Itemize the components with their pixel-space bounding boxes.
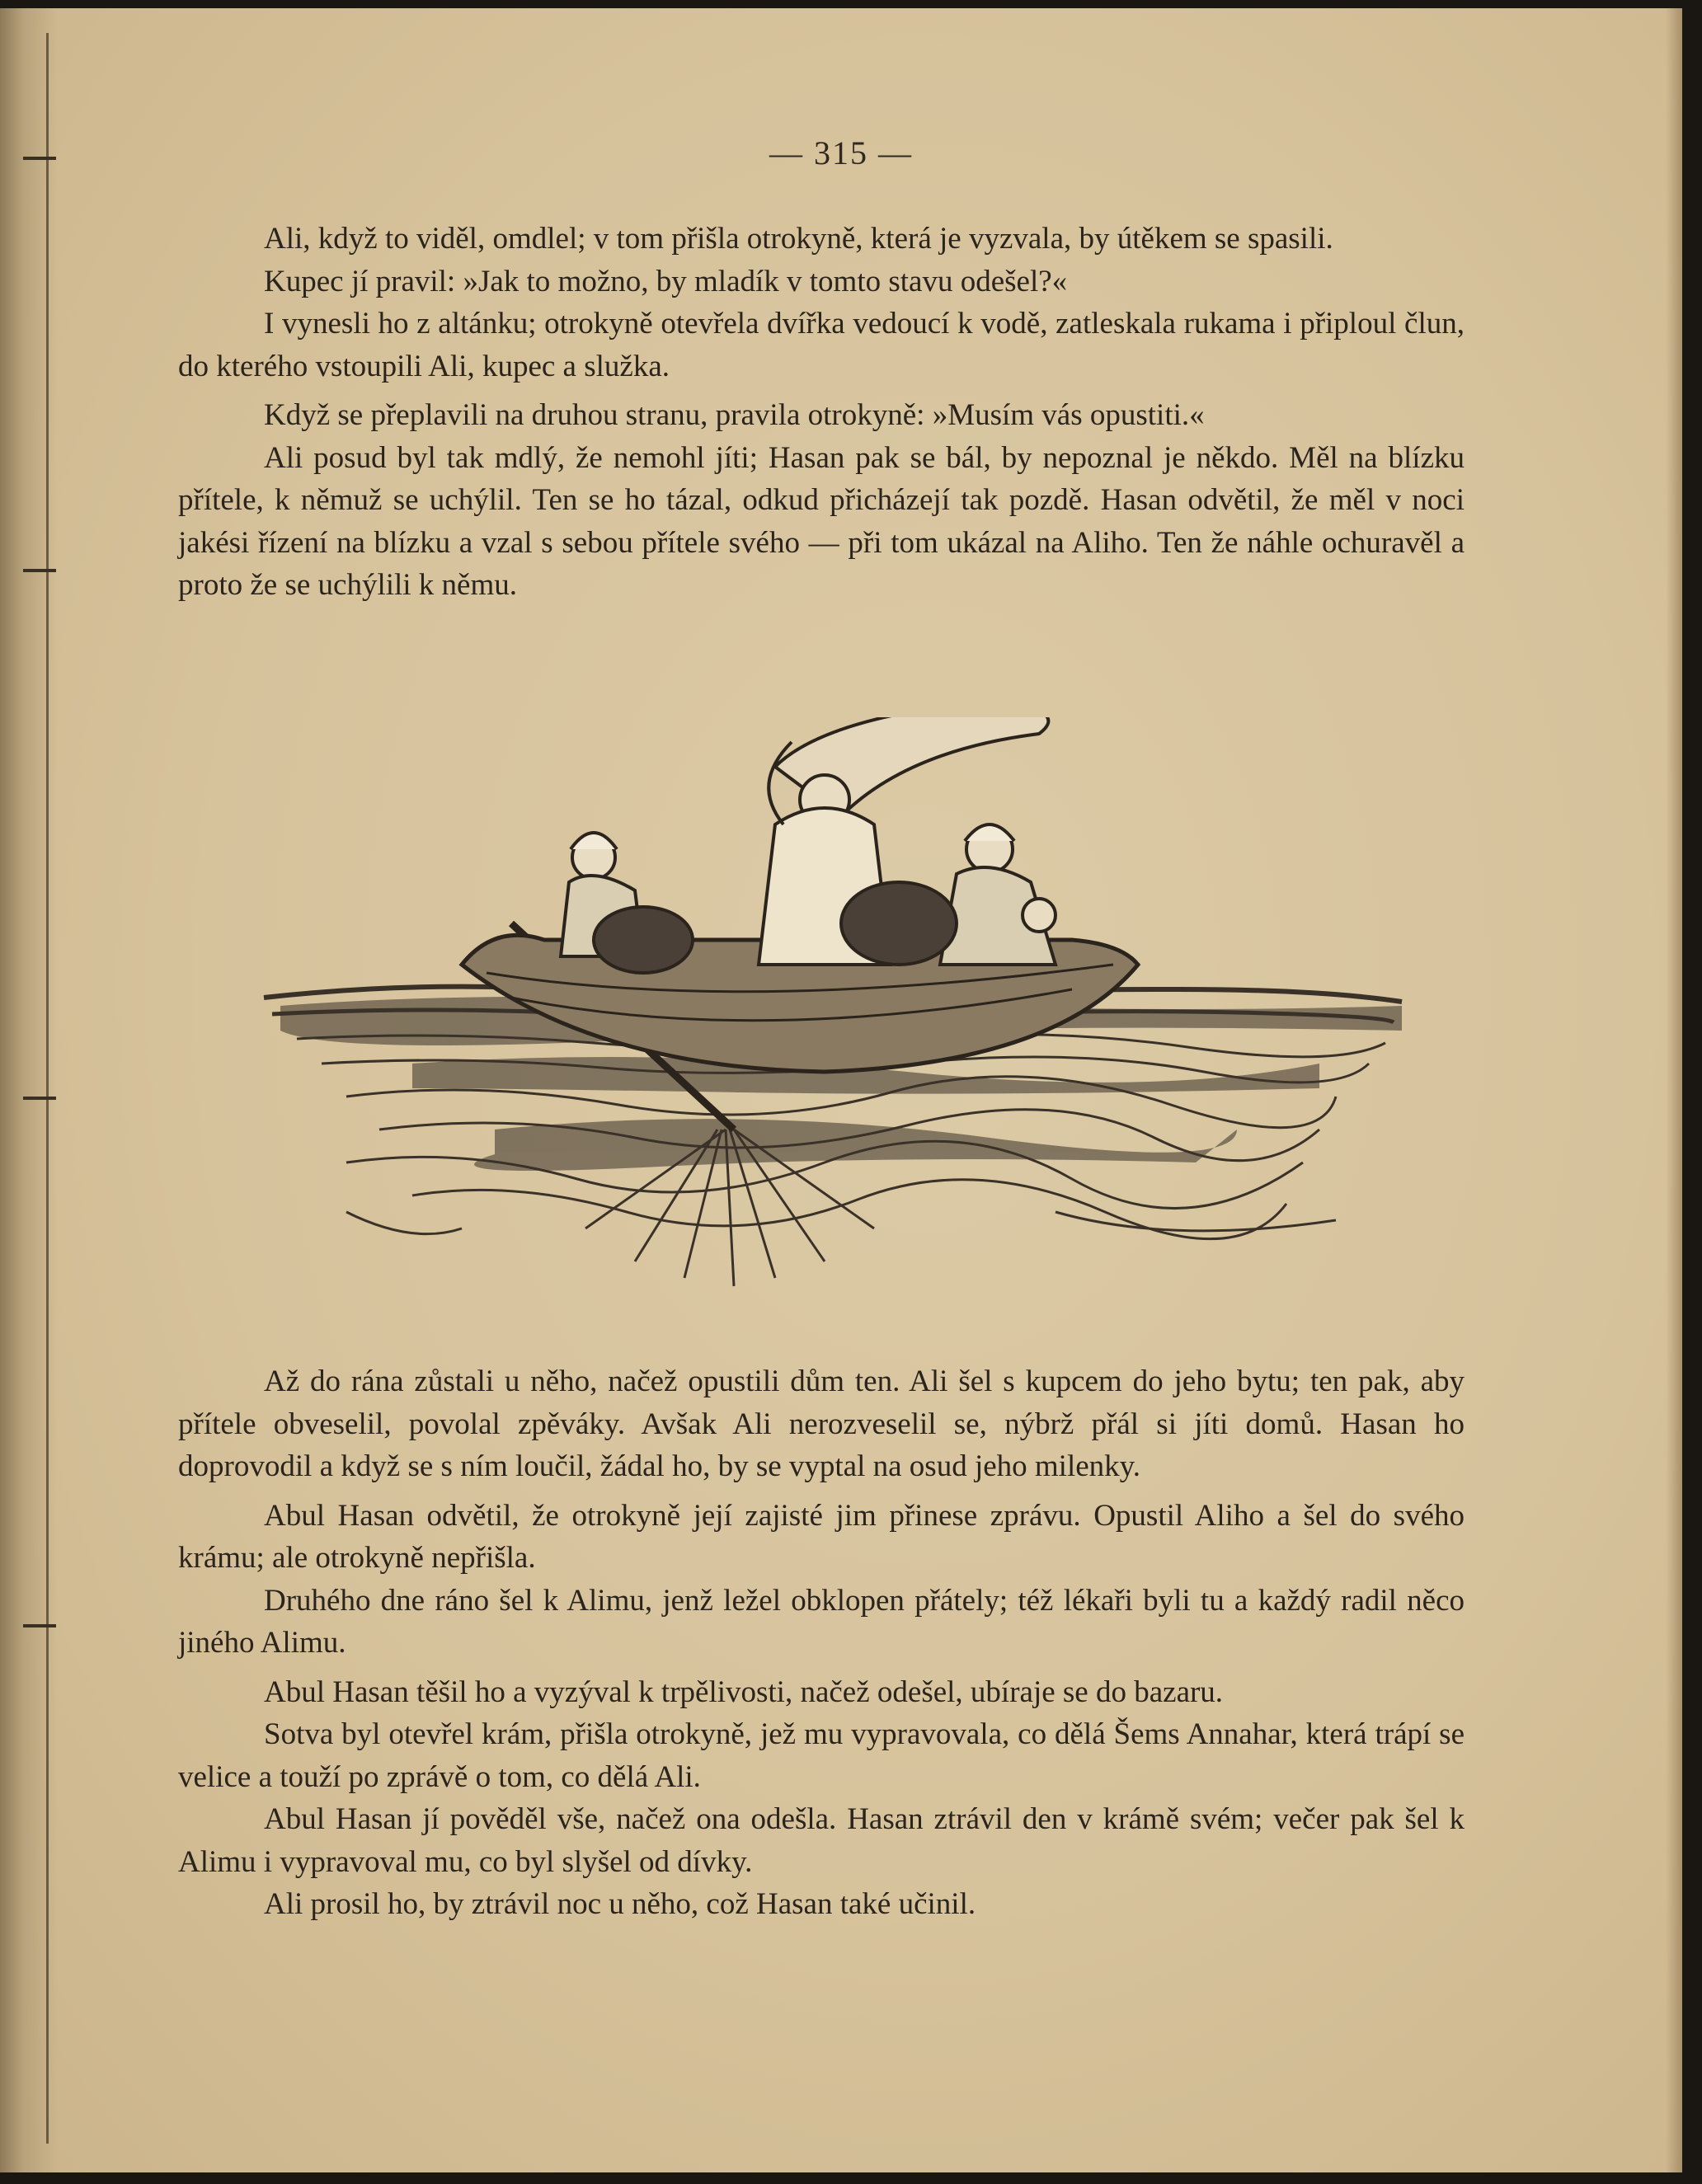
- paragraph: Ali posud byl tak mdlý, že nemohl jíti; Hasan pak se bál, by nepoznal je někdo. Měl na blízku přítele, k němuž se uchýlil. Ten se ho tázal, odkud přicházejí tak pozdě. Hasan odvětil, že měl v noci jakési řízení na blízku a vzal s sebou přítele svého — při tom ukázal na Aliho. Ten že náhle ochuravěl a proto že se uchýlili k němu.: [178, 440, 1465, 602]
- paragraph: Abul Hasan odvětil, že otrokyně její zajisté jim přinese zprávu. Opustil Aliho a šel do svého krámu; ale otrokyně nepřišla.: [178, 1498, 1465, 1575]
- binding-tick: [23, 1624, 56, 1627]
- paragraph: Kupec jí pravil: »Jak to možno, by mladík v tomto stavu odešel?«: [264, 264, 1068, 298]
- paragraph: Druhého dne ráno šel k Alimu, jenž ležel obklopen přátely; též lékaři byli tu a každý radil něco jiného Alimu.: [178, 1583, 1465, 1660]
- paragraph: Ali, když to viděl, omdlel; v tom přišla otrokyně, která je vyzvala, by útěkem se spasili.: [264, 222, 1333, 256]
- paragraph: Když se přeplavili na druhou stranu, pravila otrokyně: »Musím vás opustiti.«: [264, 398, 1205, 432]
- paragraph: Ali prosil ho, by ztrávil noc u něho, což Hasan také učinil.: [264, 1887, 976, 1921]
- paragraph: I vynesli ho z altánku; otrokyně otevřela dvířka vedoucí k vodě, zatleskala rukama i připloul člun, do kterého vstoupili Ali, kupec a služka.: [178, 307, 1465, 383]
- boat-illustration: [247, 717, 1418, 1294]
- binding-tick: [23, 1097, 56, 1100]
- paragraph: Až do rána zůstali u něho, načež opustili dům ten. Ali šel s kupcem do jeho bytu; ten pak, aby přítele obveselil, povolal zpěváky. Avšak Ali nerozveselil se, nýbrž přál si jíti domů. Hasan ho doprovodil a když se s ním loučil, žádal ho, by se vyptal na osud jeho milenky.: [178, 1364, 1465, 1483]
- page-right-edge: [1666, 8, 1682, 2172]
- binding-rule: [46, 33, 49, 2144]
- book-page: [0, 8, 1682, 2172]
- paragraph: Sotva byl otevřel krám, přišla otrokyně, jež mu vypravovala, co dělá Šems Annahar, která trápí se velice a touží po zprávě o tom, co dělá Ali.: [178, 1717, 1465, 1794]
- page-gutter: [0, 8, 58, 2172]
- text-bottom: [178, 1360, 1465, 1926]
- text-top: [178, 218, 1465, 607]
- paragraph: Abul Hasan jí pověděl vše, načež ona odešla. Hasan ztrávil den v krámě svém; večer pak šel k Alimu i vypravoval mu, co byl slyšel od dívky.: [178, 1802, 1465, 1879]
- paragraph: Abul Hasan těšil ho a vyzýval k trpělivosti, načež odešel, ubíraje se do bazaru.: [264, 1674, 1224, 1709]
- page-number: — 315 —: [769, 134, 913, 171]
- binding-tick: [23, 569, 56, 572]
